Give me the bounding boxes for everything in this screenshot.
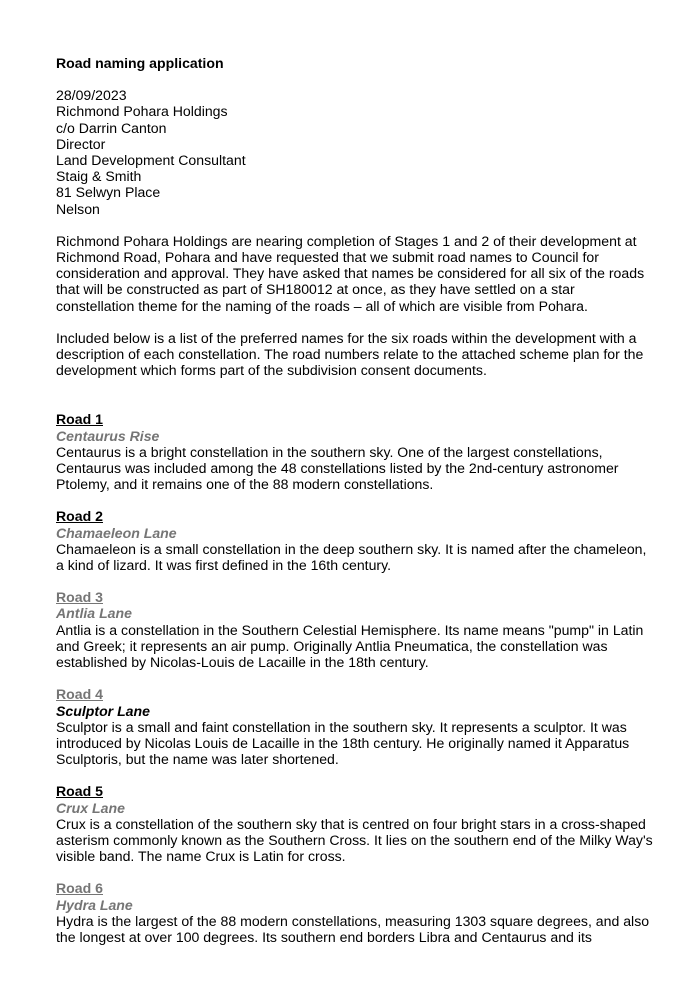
- road-name: Centaurus Rise: [56, 427, 160, 444]
- address-line: Nelson: [56, 200, 100, 217]
- address-line: Director: [56, 135, 106, 152]
- road-entry: [56, 589, 656, 670]
- address-line: Staig & Smith: [56, 168, 142, 185]
- road-name: Sculptor Lane: [56, 702, 150, 719]
- letter-date: 28/09/2023: [56, 87, 127, 104]
- intro-paragraph: Richmond Pohara Holdings are nearing completion of Stages 1 and 2 of their development at Richmond Road, Pohara and have requested that we submit road names to Council for consideration and approval. They have asked that names be considered for all six of the roads that will be constructed as part of SH180012 at once, as they have settled on a star constellation theme for the naming of the roads – all of which are visible from Pohara.: [56, 232, 645, 314]
- road-heading: Road 6: [56, 880, 103, 897]
- road-description: Chamaeleon is a small constellation in the deep southern sky. It is named after the chameleon, a kind of lizard. It was first defined in the 16th century.: [56, 540, 647, 574]
- road-description: Centaurus is a bright constellation in the southern sky. One of the largest constellations, Centaurus was included among the 48 constellations listed by the 2nd-century astronomer Ptolemy, and it remains one of the 88 modern constellations.: [56, 443, 619, 493]
- road-heading: Road 3: [56, 589, 103, 606]
- address-line: 81 Selwyn Place: [56, 184, 161, 201]
- road-name: Crux Lane: [56, 799, 125, 816]
- address-line: c/o Darrin Canton: [56, 119, 167, 136]
- road-description: Sculptor is a small and faint constellation in the southern sky. It represents a sculptor. It was introduced by Nicolas Louis de Lacaille in the 18th century. He originally named it Apparatus Sculptoris, but the name was later shortened.: [56, 718, 630, 768]
- document-page: [56, 55, 656, 945]
- road-entry: [56, 411, 656, 492]
- road-entry: [56, 686, 656, 767]
- address-line: Land Development Consultant: [56, 152, 246, 169]
- road-entry: [56, 783, 656, 864]
- road-description: Hydra is the largest of the 88 modern constellations, measuring 1303 square degrees, and also the longest at over 100 degrees. Its southern end borders Libra and Centaurus and its: [56, 912, 650, 945]
- road-heading: Road 5: [56, 783, 103, 800]
- road-heading: Road 4: [56, 686, 103, 703]
- address-block: [56, 87, 656, 217]
- road-description: Crux is a constellation of the southern sky that is centred on four bright stars in a cross-shaped asterism commonly known as the Southern Cross. It lies on the southern end of the Milky Way's visible band. The name Crux is Latin for cross.: [56, 815, 653, 865]
- road-entry: [56, 508, 656, 573]
- road-name: Chamaeleon Lane: [56, 524, 177, 541]
- document-title: Road naming application: [56, 55, 224, 71]
- road-heading: Road 1: [56, 411, 103, 428]
- address-line: Richmond Pohara Holdings: [56, 103, 228, 120]
- road-name: Hydra Lane: [56, 896, 133, 913]
- road-heading: Road 2: [56, 508, 103, 525]
- road-description: Antlia is a constellation in the Southern Celestial Hemisphere. Its name means "pump" in Latin and Greek; it represents an air pump. Originally Antlia Pneumatica, the constellation was established by Nicolas-Louis de Lacaille in the 18th century.: [56, 621, 644, 671]
- road-entry: [56, 880, 656, 945]
- intro-paragraph: Included below is a list of the preferred names for the six roads within the development with a description of each constellation. The road numbers relate to the attached scheme plan for the development which forms part of the subdivision consent documents.: [56, 329, 644, 379]
- road-name: Antlia Lane: [56, 605, 132, 622]
